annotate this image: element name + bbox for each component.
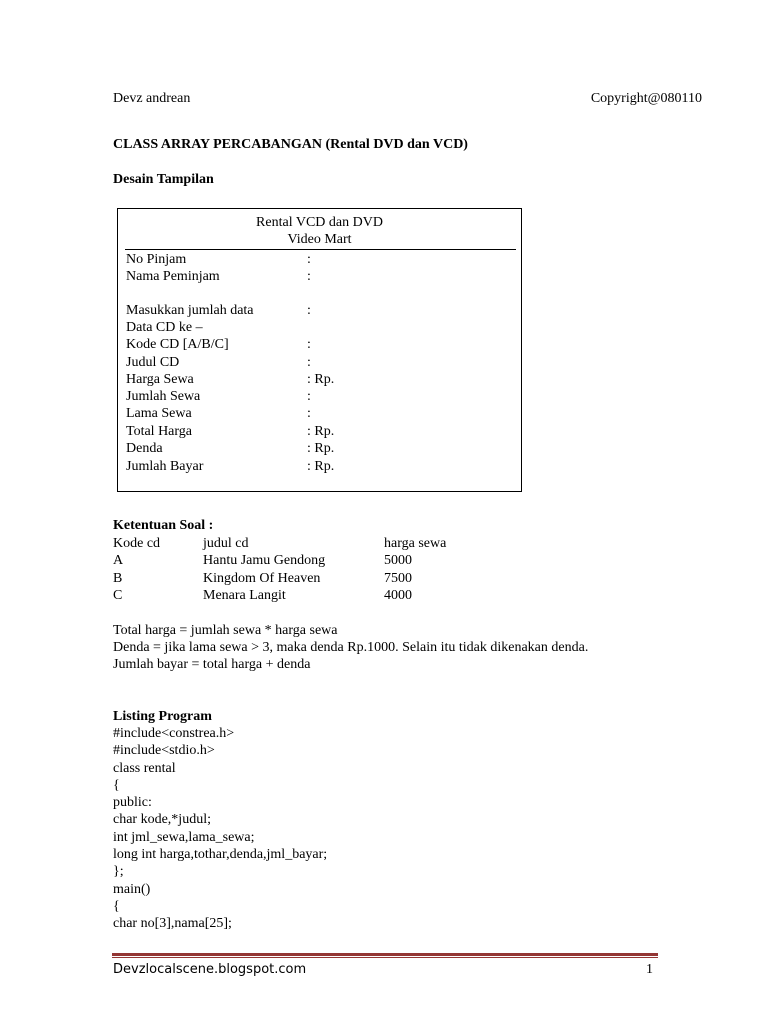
- document-title: CLASS ARRAY PERCABANGAN (Rental DVD dan VCD): [113, 137, 468, 152]
- field-separator: : Rp.: [307, 441, 335, 456]
- code-line: class rental: [113, 760, 176, 776]
- code-line: #include<constrea.h>: [113, 726, 235, 741]
- cell-judul: Kingdom Of Heaven: [203, 570, 321, 586]
- field-separator: :: [307, 355, 311, 370]
- formula-jumlah-bayar: Jumlah bayar = total harga + denda: [113, 657, 311, 672]
- field-separator: : Rp.: [307, 372, 335, 387]
- field-separator: :: [307, 303, 311, 318]
- copyright-text: Copyright@080110: [590, 91, 702, 106]
- cell-judul: Menara Langit: [203, 587, 286, 603]
- code-line: {: [113, 898, 120, 914]
- field-label: Data CD ke –: [126, 320, 203, 335]
- code-line: #include<stdio.h>: [113, 743, 215, 759]
- column-header: harga sewa: [384, 536, 447, 551]
- code-line: main(): [113, 881, 151, 897]
- page-header: [113, 91, 702, 109]
- page-number: 1: [646, 962, 653, 977]
- code-line: long int harga,tothar,denda,jml_bayar;: [113, 847, 328, 863]
- code-line: char no[3],nama[25];: [113, 916, 232, 932]
- field-label: Kode CD [A/B/C]: [126, 337, 229, 352]
- mockup-divider: [125, 249, 516, 250]
- field-label: Harga Sewa: [126, 372, 194, 387]
- column-header: judul cd: [203, 536, 249, 551]
- field-separator: :: [307, 269, 311, 284]
- field-label: Nama Peminjam: [126, 269, 220, 284]
- formula-total-harga: Total harga = jumlah sewa * harga sewa: [113, 623, 338, 638]
- cell-kode: C: [113, 587, 123, 603]
- formula-denda: Denda = jika lama sewa > 3, maka denda Rp.1000. Selain itu tidak dikenakan denda.: [113, 640, 589, 655]
- field-label: Jumlah Bayar: [126, 459, 204, 474]
- field-label: Jumlah Sewa: [126, 389, 201, 404]
- cell-kode: A: [113, 553, 124, 569]
- mockup-title-line1: Rental VCD dan DVD: [256, 215, 383, 230]
- field-separator: :: [307, 389, 311, 404]
- field-label: Lama Sewa: [126, 406, 192, 421]
- author-name: Devz andrean: [113, 91, 191, 106]
- code-line: public:: [113, 795, 152, 811]
- field-label: No Pinjam: [126, 252, 187, 267]
- code-line: int jml_sewa,lama_sewa;: [113, 829, 255, 845]
- cell-kode: B: [113, 570, 123, 586]
- cell-judul: Hantu Jamu Gendong: [203, 553, 326, 569]
- footer-divider-thick: [112, 953, 658, 956]
- code-line: {: [113, 777, 120, 793]
- field-separator: :: [307, 406, 311, 421]
- field-label: Masukkan jumlah data: [126, 303, 254, 318]
- field-label: Total Harga: [126, 424, 193, 439]
- field-label: Judul CD: [126, 355, 180, 370]
- footer-divider-thin: [112, 957, 658, 958]
- cell-harga: 7500: [384, 570, 412, 586]
- field-separator: :: [307, 337, 311, 352]
- mockup-title-line2: Video Mart: [287, 232, 352, 247]
- design-mockup-box: [117, 208, 522, 492]
- field-label: Denda: [126, 441, 163, 456]
- footer-site-link[interactable]: Devzlocalscene.blogspot.com: [113, 962, 307, 977]
- code-line: char kode,*judul;: [113, 812, 211, 828]
- code-listing: [113, 725, 327, 933]
- rules-heading: Ketentuan Soal :: [113, 518, 214, 533]
- column-header: Kode cd: [113, 536, 161, 551]
- field-separator: :: [307, 252, 311, 267]
- listing-heading: Listing Program: [113, 709, 212, 724]
- design-heading: Desain Tampilan: [113, 172, 214, 187]
- cell-harga: 5000: [384, 553, 412, 569]
- cell-harga: 4000: [384, 587, 412, 603]
- field-separator: : Rp.: [307, 424, 335, 439]
- field-separator: : Rp.: [307, 459, 335, 474]
- code-line: };: [113, 864, 124, 880]
